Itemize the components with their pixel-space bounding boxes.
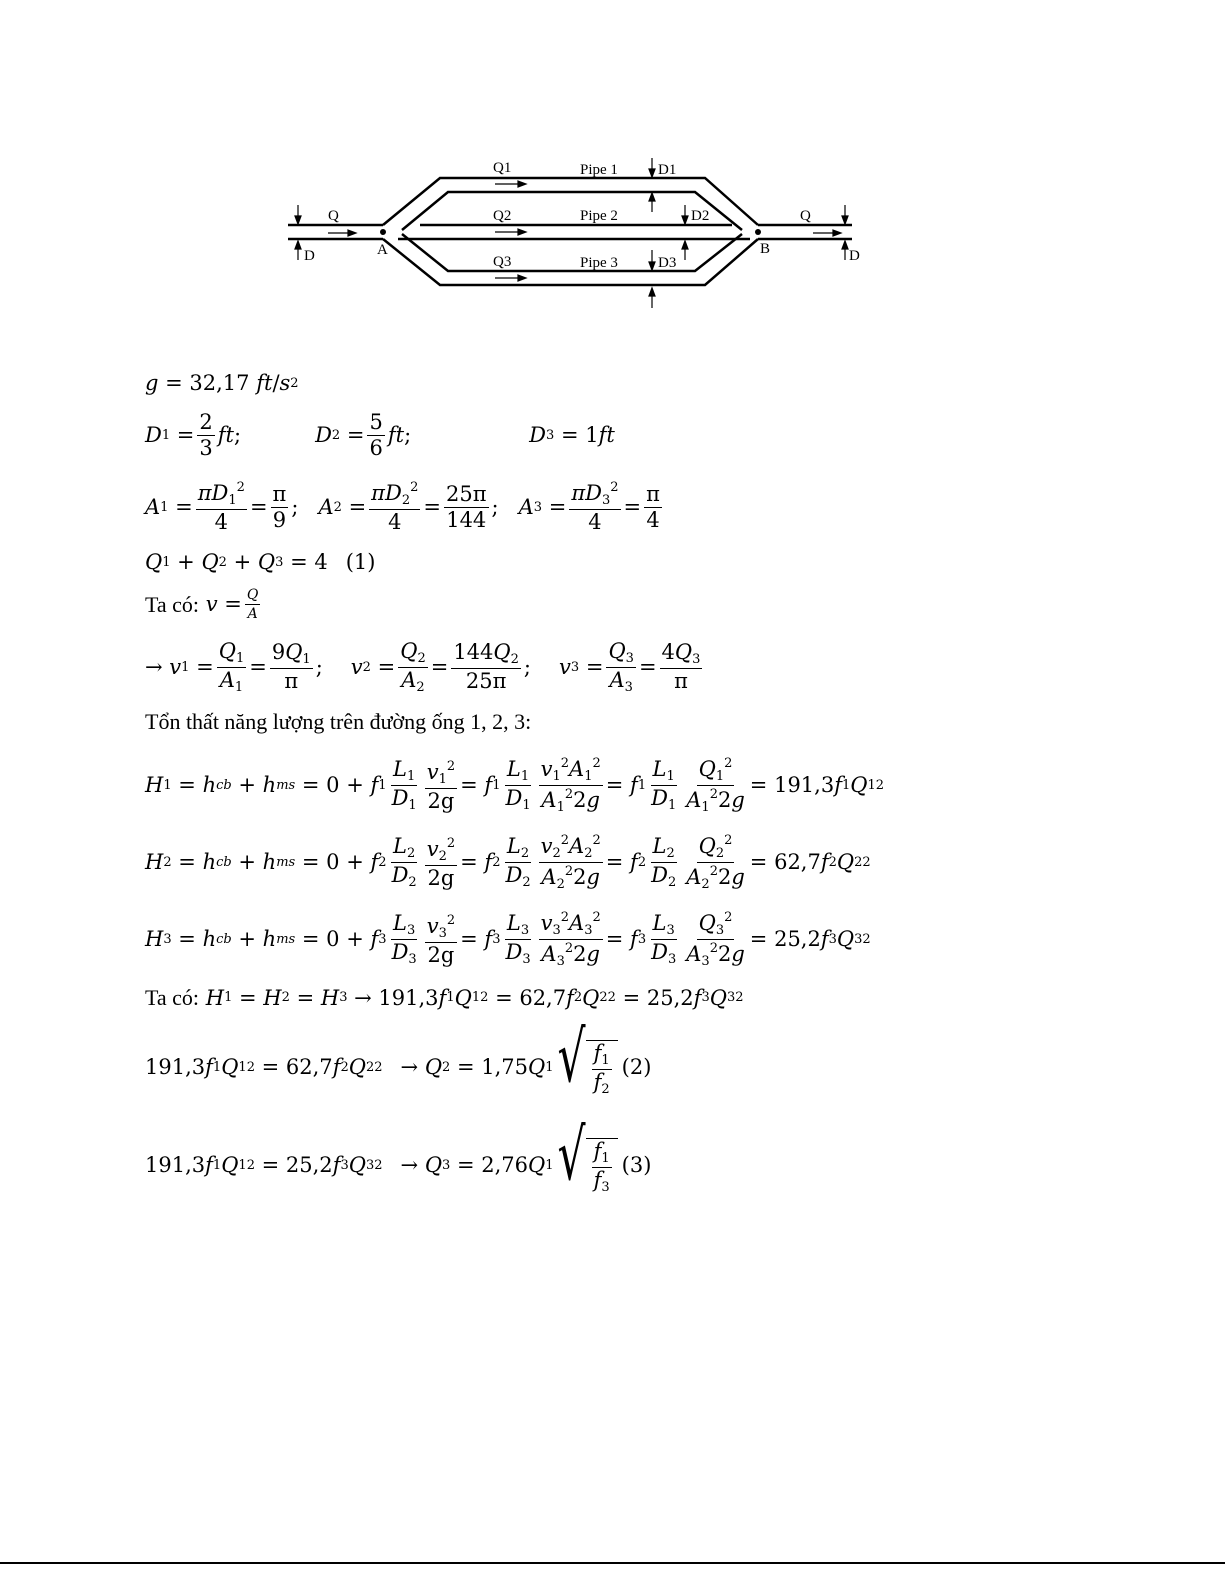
h2-equation: H 2 = h cb + h ms = 0 + f 2 $\frac{L_2}{D_2}$ $\frac{v_2^2}{2g}$ = f 2 $\frac{L_2}{D_2}$ $\frac{v_2^2A_2^2}{A_2^22g}$ = f 2 $\frac{L_2}{D_2}$ $\frac{Q_2^2}{A_2^22g}$ = 62,7 f 2 Q 2 2	[145, 833, 871, 893]
velocities-line: → v 1 = $\frac{Q_1}{A_1}$ = $\frac{9Q_1}{\pi}$ ; v 2 = $\frac{Q_2}{A_2}$ = $\frac{144Q_2}{25\pi}$ ; v 3 = $\frac{Q_3}{A_3}$ = $\frac{4Q_3}{\pi}$	[145, 639, 701, 695]
label-q2: Q2	[493, 208, 512, 224]
equal-heads-line: Ta có: H 1 = H 2 = H 3 → 191,3 f 1 Q 1 2 = 62,7 f 2 Q 2 2 = 25,2 f 3 Q 3 2	[145, 985, 744, 1010]
sqrt-symbol: √ $\frac{f_1}{f_2}$	[558, 1040, 618, 1096]
label-node-a: A	[377, 242, 388, 258]
eq3-line: 191,3 f 1 Q 1 2 = 25,2 f 3 Q 3 2 → Q 3 = 2,76 Q 1 √ $\frac{f_1}{f_3}$ (3)	[145, 1114, 652, 1197]
h3-equation: H 3 = h cb + h ms = 0 + f 3 $\frac{L_3}{D_3}$ $\frac{v_3^2}{2g}$ = f 3 $\frac{L_3}{D_3}$ $\frac{v_3^2A_3^2}{A_3^22g}$ = f 3 $\frac{L_3}{D_3}$ $\frac{Q_3^2}{A_3^22g}$ = 25,2 f 3 Q 3 2	[145, 910, 871, 970]
h1-equation: H 1 = h cb + h ms = 0 + f 1 $\frac{L_1}{D_1}$ $\frac{v_1^2}{2g}$ = f 1 $\frac{L_1}{D_1}$ $\frac{v_1^2A_1^2}{A_1^22g}$ = f 1 $\frac{L_1}{D_1}$ $\frac{Q_1^2}{A_1^22g}$ = 191,3 f 1 Q 1 2	[145, 756, 885, 816]
loss-heading: Tổn thất năng lượng trên đường ống 1, 2, 3:	[145, 709, 532, 734]
label-d2: D2	[691, 208, 710, 224]
velocity-definition: Ta có: v = $\frac{Q}{A}$	[145, 587, 259, 622]
label-pipe2: Pipe 2	[580, 208, 618, 224]
label-q-out: Q	[800, 208, 811, 224]
label-pipe3: Pipe 3	[580, 255, 618, 271]
label-d-out: D	[849, 248, 860, 264]
pipe-network-diagram	[280, 150, 880, 320]
node-b-dot	[755, 229, 761, 235]
diameter-line: D 1 = $\frac{2}{3}$ ft ; D 2 = $\frac{5}{6}$ ft ; D 3 = 1 ft	[145, 410, 615, 460]
node-a-dot	[380, 229, 386, 235]
label-pipe1: Pipe 1	[580, 162, 618, 178]
label-d1: D1	[658, 162, 677, 178]
label-node-b: B	[760, 241, 771, 257]
label-d3: D3	[658, 255, 677, 271]
label-q3: Q3	[493, 254, 512, 270]
sqrt-symbol: √ $\frac{f_1}{f_3}$	[558, 1138, 618, 1194]
label-d-in: D	[304, 248, 315, 264]
area-line: A 1 = $\frac{\pi D_1^2}{4}$ = $\frac{\pi}{9}$ ; A 2 = $\frac{\pi D_2^2}{4}$ = $\frac{25\pi}{144}$ ; A 3 = $\frac{\pi D_3^2}{4}$ = $\frac{\pi}{4}$	[145, 480, 660, 535]
page-bottom-border	[0, 1562, 1225, 1564]
g-line: g = 32,17 ft / s 2	[145, 371, 299, 395]
eq2-line: 191,3 f 1 Q 1 2 = 62,7 f 2 Q 2 2 → Q 2 = 1,75 Q 1 √ $\frac{f_1}{f_2}$ (2)	[145, 1016, 652, 1099]
label-q-in: Q	[328, 208, 339, 224]
label-q1: Q1	[493, 160, 512, 176]
continuity-equation: Q 1 + Q 2 + Q 3 = 4 (1)	[145, 550, 376, 574]
